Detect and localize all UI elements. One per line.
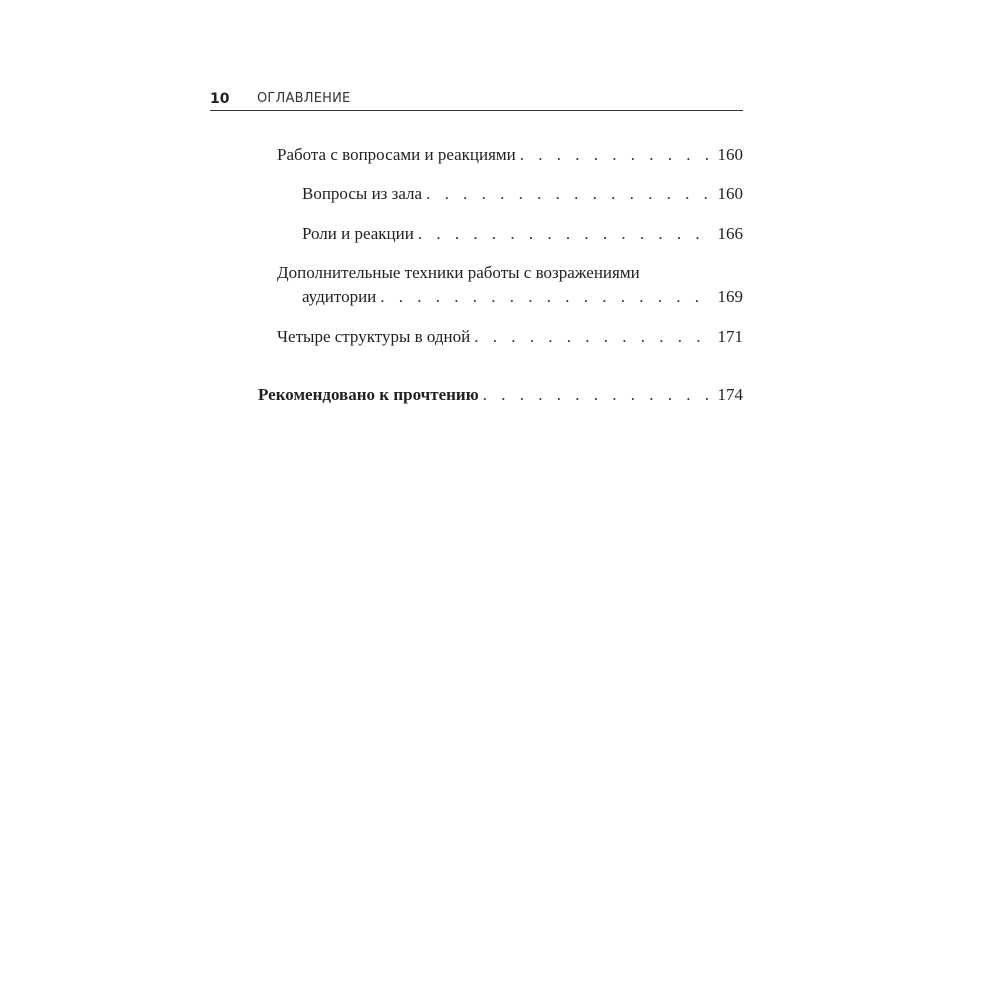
dot-leader xyxy=(426,184,711,204)
toc-entry-title: Работа с вопросами и реакциями xyxy=(277,145,516,164)
toc-entry-title: Четыре структуры в одной xyxy=(277,327,471,346)
running-header xyxy=(210,88,743,111)
toc-entry-page: 169 xyxy=(717,287,743,306)
toc-entry[interactable] xyxy=(277,263,743,307)
toc-entry-page: 171 xyxy=(717,327,743,346)
running-title: ОГЛАВЛЕНИЕ xyxy=(257,91,351,106)
toc-entry-page: 166 xyxy=(717,224,743,243)
toc-entry-page: 160 xyxy=(717,145,743,164)
dot-leader xyxy=(520,145,712,165)
toc-entry-page: 160 xyxy=(717,184,743,203)
toc-entry-title: Вопросы из зала xyxy=(302,184,423,203)
toc-entry-title-line1: Дополнительные техники работы с возражениями xyxy=(277,263,640,282)
toc-entry[interactable] xyxy=(277,145,743,165)
dot-leader xyxy=(418,224,712,244)
toc-entry-page: 174 xyxy=(717,385,743,404)
toc-entry[interactable] xyxy=(277,327,743,347)
dot-leader xyxy=(380,287,711,307)
toc-entry-title-line2: аудитории xyxy=(302,287,377,306)
dot-leader xyxy=(483,385,712,405)
toc-entry[interactable] xyxy=(302,184,743,204)
toc-entry[interactable] xyxy=(302,224,743,244)
toc-entry-title: Рекомендовано к прочтению xyxy=(258,385,479,404)
toc-entry-chapter[interactable] xyxy=(258,385,743,405)
dot-leader xyxy=(474,327,711,347)
page-number: 10 xyxy=(210,91,230,107)
toc-entry-title: Роли и реакции xyxy=(302,224,414,243)
